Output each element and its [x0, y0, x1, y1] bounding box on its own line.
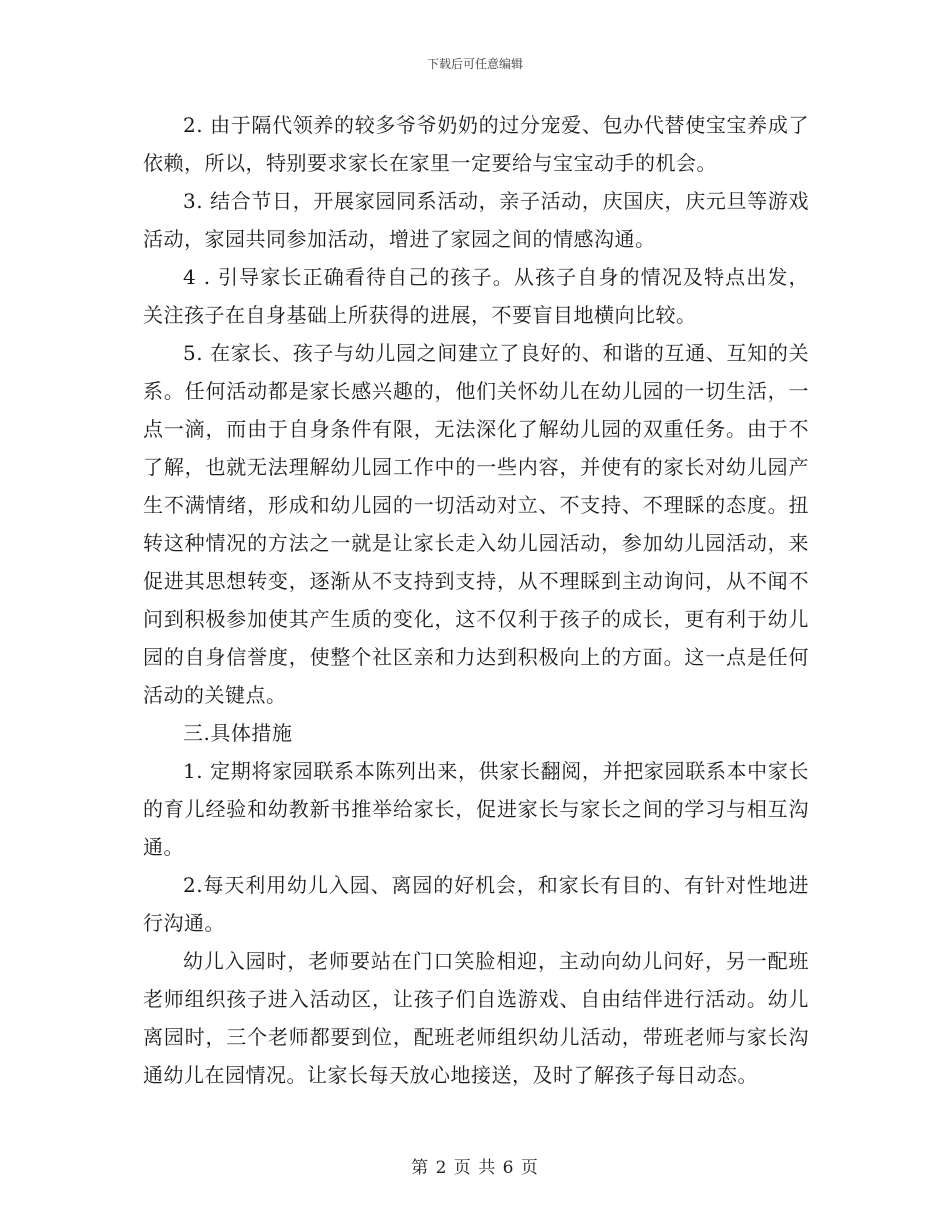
- section-heading-measures: 三.具体措施: [183, 721, 293, 745]
- paragraph-item-4: 4 . 引导家长正确看待自己的孩子。从孩子自身的情况及特点出发，关注孩子在自身基础上所获得的进展，不要盲目地横向比较。: [143, 265, 809, 327]
- measure-item-1: 1. 定期将家园联系本陈列出来，供家长翻阅，并把家园联系本中家长的育儿经验和幼教新书推举给家长，促进家长与家长之间的学习与相互沟通。: [143, 759, 809, 859]
- page-header: 下载后可任意编辑: [426, 57, 523, 71]
- paragraph-item-2: 2. 由于隔代领养的较多爷爷奶奶的过分宠爱、包办代替使宝宝养成了依赖，所以，特别要求家长在家里一定要给与宝宝动手的机会。: [143, 113, 809, 175]
- paragraph-item-5: 5. 在家长、孩子与幼儿园之间建立了良好的、和谐的互通、互知的关系。任何活动都是家长感兴趣的，他们关怀幼儿在幼儿园的一切生活，一点一滴，而由于自身条件有限，无法深化了解幼儿园的双重任务。由于不了解，也就无法理解幼儿园工作中的一些内容，并使有的家长对幼儿园产生不满情绪，形成和幼儿园的一切活动对立、不支持、不理睬的态度。扭转这种情况的方法之一就是让家长走入幼儿园活动，参加幼儿园活动，来促进其思想转变，逐渐从不支持到支持，从不理睬到主动询问，从不闻不问到积极参加使其产生质的变化，这不仅利于孩子的成长，更有利于幼儿园的自身信誉度，使整个社区亲和力达到积极向上的方面。这一点是任何活动的关键点。: [143, 341, 809, 707]
- measure-detail-paragraph: 幼儿入园时，老师要站在门口笑脸相迎，主动向幼儿问好，另一配班老师组织孩子进入活动区，让孩子们自选游戏、自由结伴进行活动。幼儿离园时，三个老师都要到位，配班老师组织幼儿活动，带班老师与家长沟通幼儿在园情况。让家长每天放心地接送，及时了解孩子每日动态。: [143, 949, 809, 1087]
- page-number: 第 2 页 共 6 页: [411, 1158, 539, 1178]
- measure-item-2: 2.每天利用幼儿入园、离园的好机会，和家长有目的、有针对性地进行沟通。: [143, 873, 809, 935]
- paragraph-item-3: 3. 结合节日，开展家园同系活动，亲子活动，庆国庆，庆元旦等游戏活动，家园共同参加活动，增进了家园之间的情感沟通。: [143, 189, 809, 251]
- document-body: [143, 106, 809, 1094]
